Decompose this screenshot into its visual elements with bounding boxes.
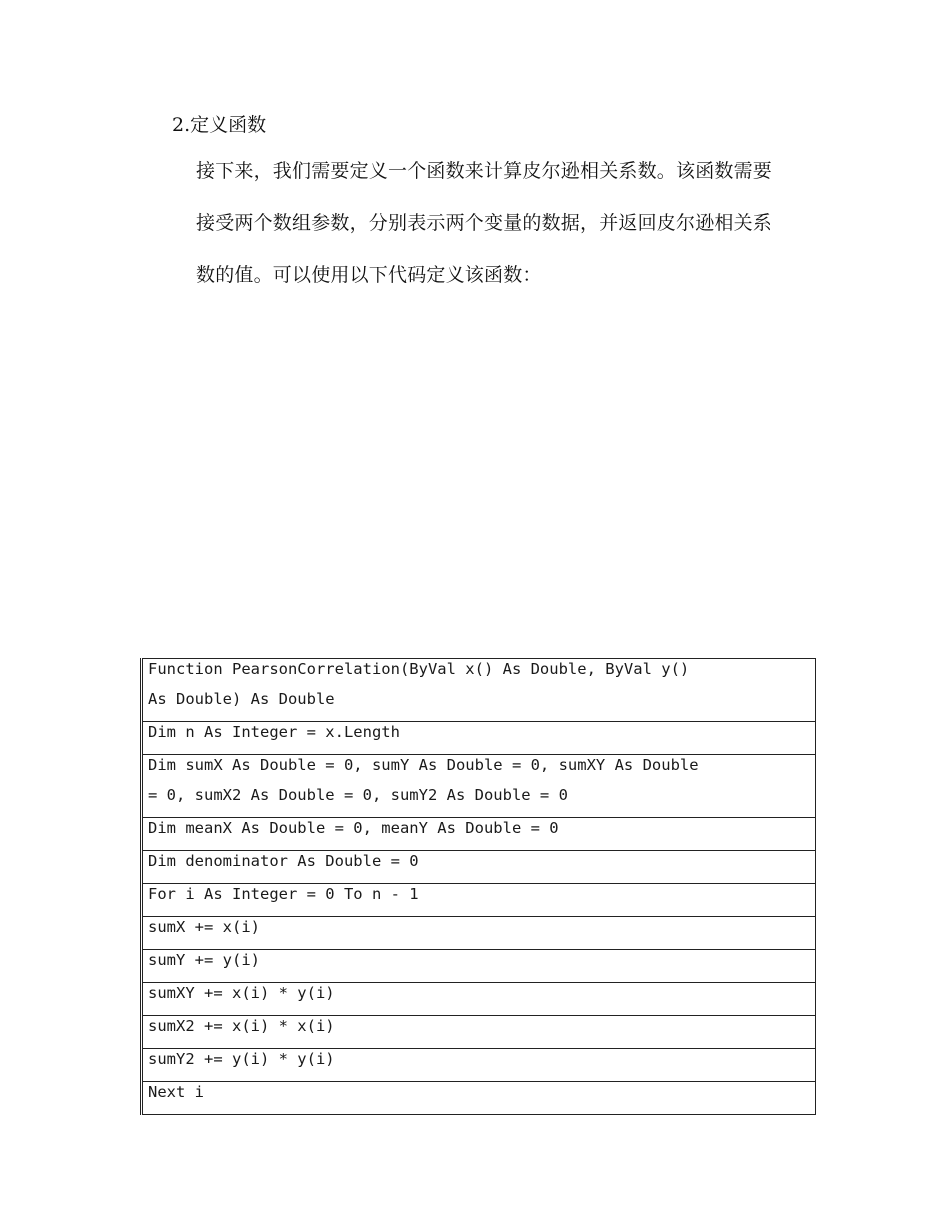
code-line: Dim n As Integer = x.Length (148, 723, 400, 741)
paragraph-line: 接下来，我们需要定义一个函数来计算皮尔逊相关系数。该函数需要 (196, 160, 773, 182)
code-cell (142, 1082, 816, 1115)
code-cell (142, 818, 816, 851)
code-row (142, 950, 816, 983)
code-row (142, 659, 816, 722)
code-cell (142, 1049, 816, 1082)
code-line: sumY += y(i) (148, 951, 260, 969)
code-cell (142, 851, 816, 884)
code-line: sumXY += x(i) * y(i) (148, 984, 335, 1002)
code-cell (142, 1016, 816, 1049)
code-cell (142, 917, 816, 950)
code-row (142, 755, 816, 818)
code-row (142, 1049, 816, 1082)
code-cell (142, 950, 816, 983)
code-line: Dim sumX As Double = 0, sumY As Double = 0, sumXY As Double = 0, sumX2 As Double = 0, sumY2 As Double = 0 (148, 756, 699, 804)
code-line: For i As Integer = 0 To n - 1 (148, 885, 419, 903)
code-row (142, 818, 816, 851)
code-table (140, 658, 816, 1115)
code-cell (142, 755, 816, 818)
intro-paragraph (196, 156, 816, 312)
code-row (142, 722, 816, 755)
code-cell (142, 659, 816, 722)
paragraph-line: 数的值。可以使用以下代码定义该函数： (196, 264, 542, 286)
code-cell (142, 722, 816, 755)
paragraph-line: 接受两个数组参数，分别表示两个变量的数据，并返回皮尔逊相关系 (196, 212, 773, 234)
code-row (142, 983, 816, 1016)
code-cell (142, 983, 816, 1016)
code-line: Dim meanX As Double = 0, meanY As Double = 0 (148, 819, 559, 837)
code-row (142, 1082, 816, 1115)
section-heading: 2.定义函数 (172, 114, 267, 136)
code-line: Next i (148, 1083, 204, 1101)
code-line: sumX += x(i) (148, 918, 260, 936)
code-line: Function PearsonCorrelation(ByVal x() As Double, ByVal y() As Double) As Double (148, 660, 690, 708)
code-row (142, 1016, 816, 1049)
code-row (142, 851, 816, 884)
code-line: sumX2 += x(i) * x(i) (148, 1017, 335, 1035)
code-line: Dim denominator As Double = 0 (148, 852, 419, 870)
code-cell (142, 884, 816, 917)
code-line: sumY2 += y(i) * y(i) (148, 1050, 335, 1068)
code-row (142, 917, 816, 950)
code-row (142, 884, 816, 917)
